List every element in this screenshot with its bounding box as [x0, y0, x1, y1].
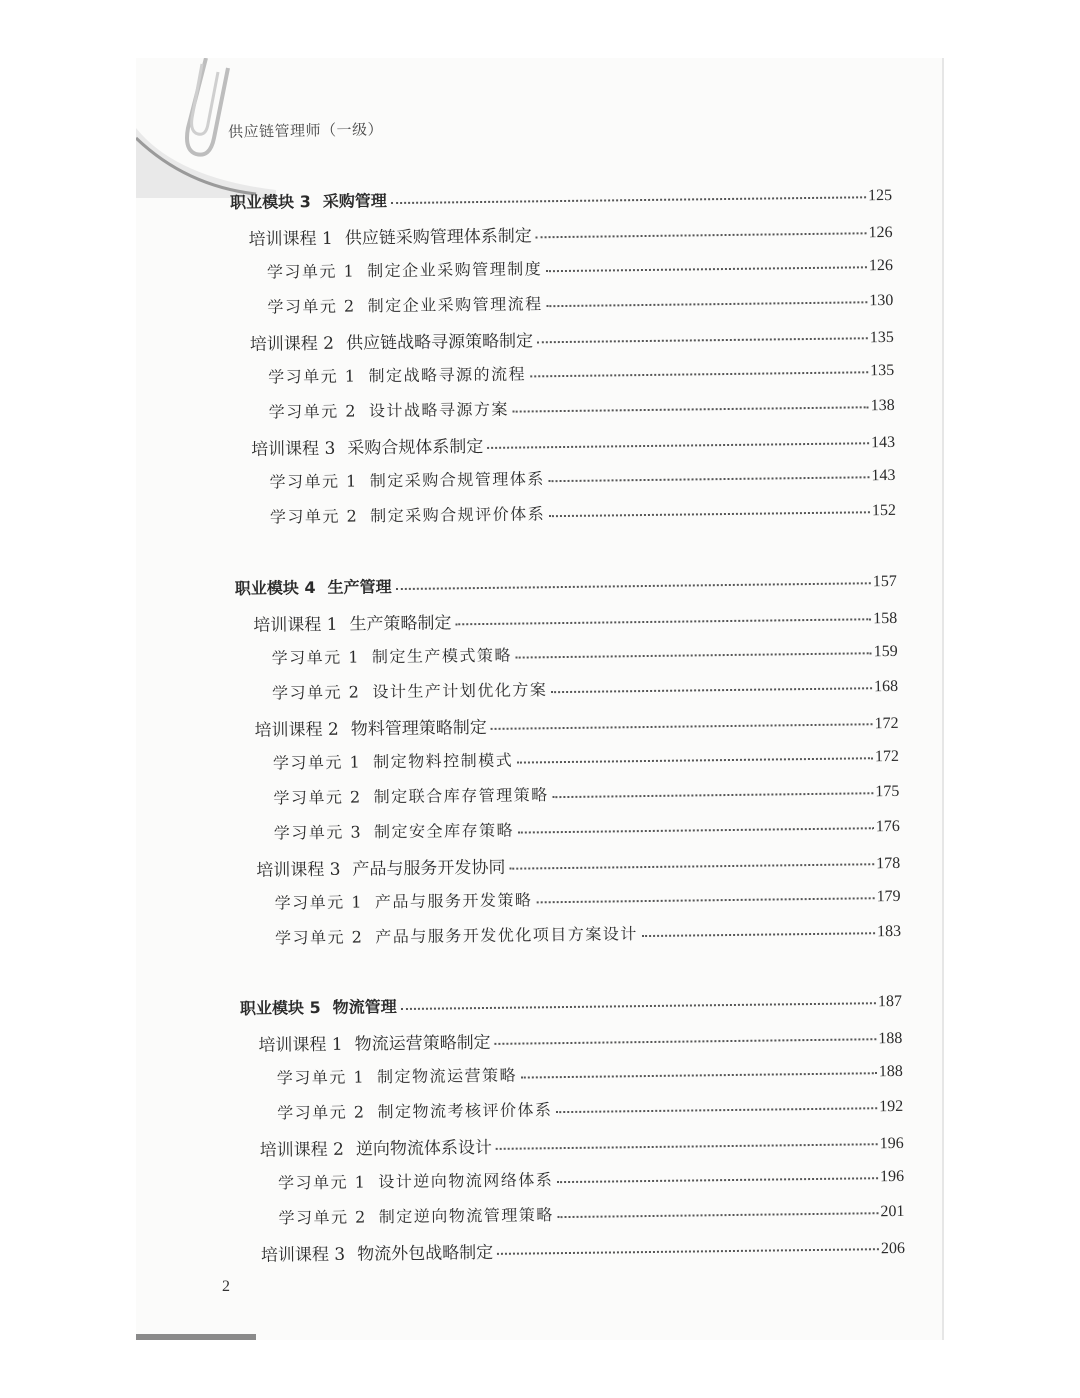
toc-entry-title: 供应链采购管理体系制定 [344, 226, 532, 249]
dot-leader [530, 371, 868, 377]
toc-entry-page: 158 [873, 609, 898, 628]
dot-leader [518, 827, 874, 833]
toc-entry-page: 175 [875, 782, 900, 801]
toc-entry-title: 物料管理策略制定 [350, 717, 487, 740]
toc-entry-label: 培训课程 3 [256, 859, 341, 881]
toc-entry-label: 培训课程 2 [259, 1139, 345, 1161]
dot-leader [513, 406, 869, 412]
toc-entry-title: 采购合规体系制定 [347, 436, 484, 459]
toc-entry-label: 学习单元 2 [273, 787, 362, 808]
toc-entry-title: 制定逆向物流管理策略 [378, 1205, 554, 1227]
dot-leader [391, 196, 866, 204]
toc-entry-page: 126 [868, 223, 893, 242]
toc-entry-title: 产品与服务开发优化项目方案设计 [375, 924, 638, 947]
toc-entry-page: 188 [878, 1029, 903, 1048]
toc-entry-label: 学习单元 2 [274, 927, 364, 948]
toc-entry-label: 学习单元 2 [267, 296, 356, 317]
toc-entry-label: 培训课程 2 [249, 333, 335, 355]
dot-leader [396, 582, 871, 590]
toc-entry-page: 125 [867, 186, 893, 205]
toc-entry-title: 制定生产模式策略 [371, 645, 513, 667]
page-bottom-edge [136, 1334, 256, 1340]
toc-entry-label: 学习单元 1 [277, 1172, 367, 1193]
dot-leader [516, 652, 872, 658]
toc-entry-label: 学习单元 2 [277, 1102, 366, 1123]
toc-entry-title: 制定物流考核评价体系 [377, 1100, 553, 1122]
toc-entry-label: 学习单元 1 [268, 366, 357, 387]
toc-entry-label: 职业模块 5 [239, 998, 321, 1019]
toc-entry-label: 学习单元 1 [271, 647, 361, 668]
toc-entry-title: 物流管理 [332, 997, 397, 1017]
dot-leader [496, 1143, 878, 1150]
toc-entry-title: 采购管理 [322, 191, 387, 211]
toc-entry-page: 192 [879, 1097, 904, 1116]
dot-leader [547, 301, 868, 307]
toc-entry-label: 培训课程 3 [251, 438, 336, 460]
dot-leader [495, 1038, 877, 1045]
toc-entry-page: 135 [869, 328, 894, 347]
toc-entry-page: 176 [875, 817, 900, 836]
toc-entry-label: 学习单元 1 [272, 752, 362, 773]
dot-leader [509, 863, 874, 869]
toc-entry-page: 135 [870, 361, 895, 380]
toc-entry-label: 职业模块 4 [234, 578, 316, 599]
dot-leader [487, 442, 869, 449]
toc-entry-label: 学习单元 1 [269, 471, 358, 492]
toc-entry-page: 143 [871, 466, 896, 485]
toc-entry-page: 143 [870, 433, 896, 452]
toc-entry-title: 制定采购合规管理体系 [369, 469, 545, 491]
toc-entry-title: 制定采购合规评价体系 [370, 504, 546, 526]
toc-entry-title: 设计生产计划优化方案 [372, 680, 548, 702]
dot-leader [491, 723, 873, 730]
toc-entry-title: 制定企业采购管理制度 [367, 259, 543, 281]
toc-entry-title: 生产策略制定 [349, 613, 452, 635]
toc-entry-page: 179 [876, 887, 901, 906]
toc-entry-page: 187 [877, 992, 903, 1011]
toc-entry-title: 制定联合库存管理策略 [373, 785, 549, 807]
dot-leader [497, 1248, 879, 1255]
toc-entry-title: 制定物料控制模式 [373, 750, 514, 772]
toc-entry-title: 逆向物流体系设计 [355, 1137, 493, 1160]
toc-entry-label: 培训课程 1 [258, 1034, 343, 1056]
dot-leader [549, 511, 870, 517]
toc-entry-title: 制定企业采购管理流程 [367, 294, 543, 316]
running-header: 供应链管理师（一级） [227, 120, 384, 141]
toc-entry-label: 学习单元 2 [271, 682, 361, 703]
toc-entry-label: 学习单元 1 [276, 1067, 366, 1088]
toc-entry-page: 126 [868, 256, 894, 275]
toc-entry-title: 设计逆向物流网络体系 [378, 1170, 554, 1192]
toc-entry-label: 学习单元 1 [266, 261, 356, 282]
toc-entry-title: 设计战略寻源方案 [368, 399, 510, 421]
toc-entry-page: 201 [880, 1202, 905, 1221]
toc-entry-label: 培训课程 1 [253, 614, 338, 636]
dot-leader [537, 337, 868, 343]
toc-entry-page: 196 [879, 1167, 905, 1186]
dot-leader [546, 266, 867, 272]
page-number: 2 [222, 1278, 230, 1295]
toc-entry-title: 生产管理 [327, 577, 392, 597]
dot-leader [551, 687, 872, 693]
toc-entry-label: 学习单元 2 [269, 506, 359, 527]
toc-entry-label: 培训课程 3 [260, 1244, 346, 1266]
dot-leader [455, 618, 871, 625]
toc-entry-page: 130 [869, 291, 894, 310]
dot-leader [549, 476, 870, 482]
toc-entry-label: 培训课程 2 [254, 719, 339, 741]
toc-entry-title: 产品与服务开发策略 [374, 890, 533, 912]
dot-leader [557, 1177, 878, 1183]
toc-entry-page: 157 [872, 572, 897, 591]
toc-entry-page: 196 [879, 1134, 904, 1153]
toc-entry-page: 152 [871, 501, 897, 520]
dot-leader [536, 897, 874, 903]
toc-entry-page: 159 [873, 642, 898, 661]
dot-leader [557, 1107, 878, 1113]
dot-leader [642, 932, 875, 937]
toc-entry-page: 138 [870, 396, 895, 415]
dot-leader [517, 757, 873, 763]
toc-entry-title: 制定战略寻源的流程 [368, 364, 527, 386]
dot-leader [401, 1002, 876, 1010]
toc-entry-label: 职业模块 3 [229, 192, 311, 213]
toc-entry-page: 168 [873, 677, 899, 696]
toc-entry-title: 制定物流运营策略 [376, 1065, 518, 1087]
toc-entry-label: 培训课程 1 [248, 228, 333, 250]
toc-entry-page: 188 [878, 1062, 903, 1081]
dot-leader [553, 792, 874, 798]
toc-entry-page: 178 [876, 854, 901, 873]
toc-entry-page: 172 [874, 714, 899, 733]
toc-entry-title: 物流外包战略制定 [357, 1242, 494, 1265]
dot-leader [558, 1212, 879, 1218]
toc-entry-title: 物流运营策略制定 [354, 1032, 491, 1055]
toc-entry-label: 学习单元 1 [274, 892, 364, 913]
toc-entry-page: 206 [880, 1239, 906, 1258]
toc-entry-label: 学习单元 2 [268, 401, 358, 422]
toc-entry-page: 183 [876, 922, 902, 941]
toc-entry-label: 学习单元 3 [273, 822, 363, 843]
toc-entry-title: 产品与服务开发协同 [352, 857, 506, 880]
toc-entry-title: 供应链战略寻源策略制定 [345, 331, 534, 354]
dot-leader [536, 232, 867, 238]
toc-entry-label: 学习单元 2 [278, 1207, 367, 1228]
toc-entry-title: 制定安全库存策略 [373, 820, 515, 842]
toc-entry-page: 172 [874, 747, 900, 766]
dot-leader [521, 1072, 877, 1078]
